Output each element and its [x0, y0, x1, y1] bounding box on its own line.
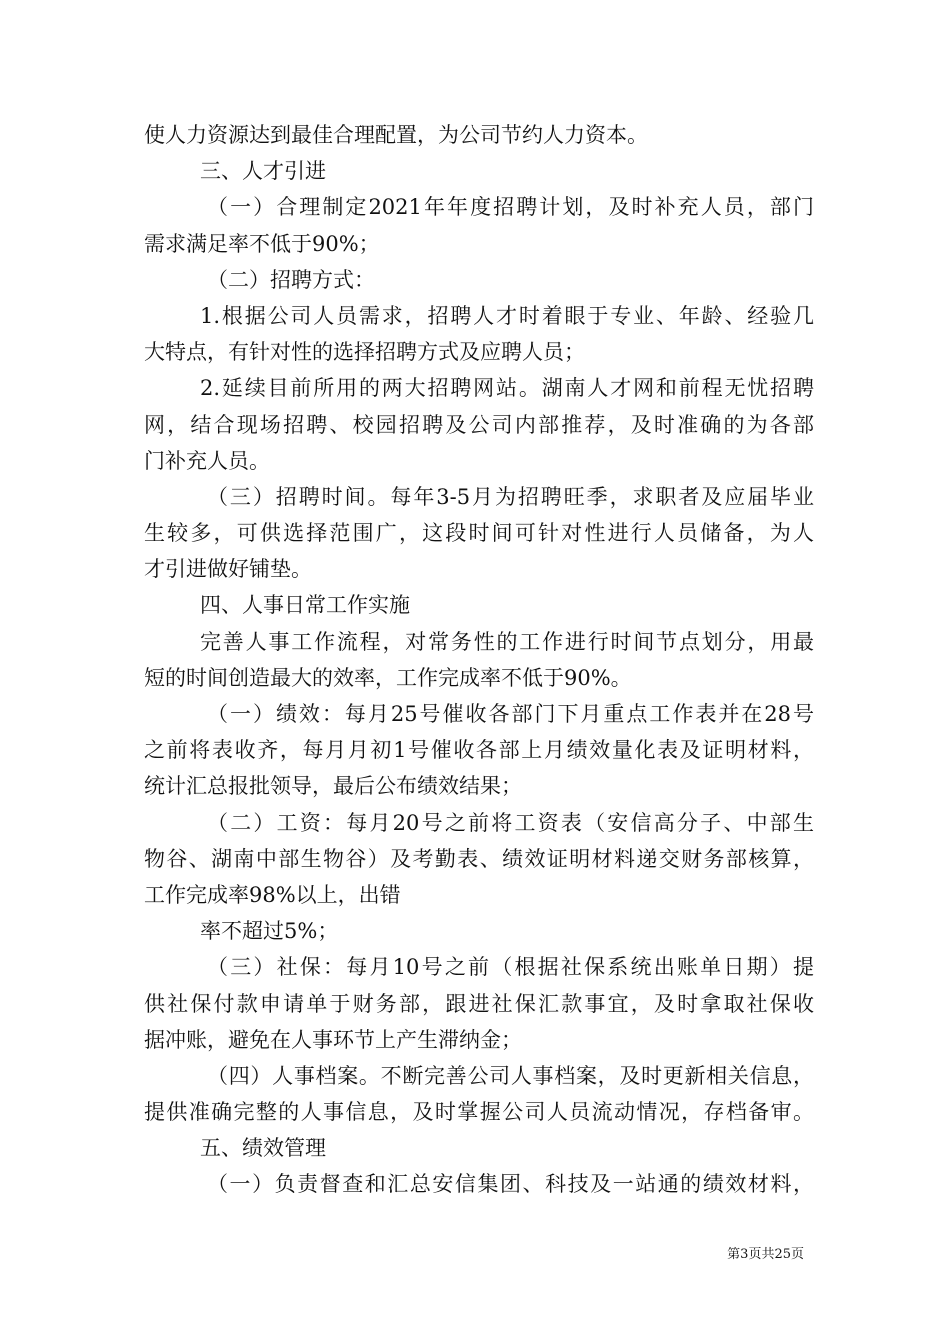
paragraph-line: 短的时间创造最大的效率，工作完成率不低于90%。: [144, 665, 632, 690]
paragraph-line: 门补充人员。: [144, 448, 270, 473]
paragraph-line: 工作完成率98%以上，出错: [144, 882, 401, 907]
paragraph-line: （三）社保：每月10号之前（根据社保系统出账单日期）提: [207, 955, 814, 980]
section-heading: 四、人事日常工作实施: [200, 593, 410, 618]
paragraph-line: 使人力资源达到最佳合理配置，为公司节约人力资本。: [144, 123, 648, 147]
paragraph-line: 物谷、湖南中部生物谷）及考勤表、绩效证明材料递交财务部核算，: [144, 846, 814, 871]
paragraph-line: （二）工资：每月20号之前将工资表（安信高分子、中部生: [207, 810, 814, 835]
paragraph-line: 需求满足率不低于90%；: [144, 231, 380, 256]
paragraph-line: 提供准确完整的人事信息，及时掌握公司人员流动情况，存档备审。: [144, 1100, 814, 1125]
paragraph-line: 完善人事工作流程，对常务性的工作进行时间节点划分，用最: [200, 629, 814, 654]
paragraph-line: 1.根据公司人员需求，招聘人才时着眼于专业、年龄、经验几: [200, 303, 814, 328]
document-body: [144, 117, 814, 1203]
paragraph-line: 生较多，可供选择范围广，这段时间可针对性进行人员储备，为人: [144, 521, 814, 546]
paragraph-line: 之前将表收齐，每月月初1号催收各部上月绩效量化表及证明材料，: [144, 738, 814, 763]
paragraph-line: 才引进做好铺垫。: [144, 557, 312, 582]
paragraph-line: （一）负责督查和汇总安信集团、科技及一站通的绩效材料，: [207, 1172, 814, 1197]
paragraph-line: （四）人事档案。不断完善公司人事档案，及时更新相关信息，: [207, 1063, 814, 1088]
paragraph-line: 2.延续目前所用的两大招聘网站。湖南人才网和前程无忧招聘: [200, 376, 814, 401]
page-number: 第3页共25页: [727, 1247, 804, 1262]
section-heading: 三、人才引进: [200, 159, 326, 184]
paragraph-line: 网，结合现场招聘、校园招聘及公司内部推荐，及时准确的为各部: [144, 412, 814, 437]
paragraph-line: 供社保付款申请单于财务部，跟进社保汇款事宜，及时拿取社保收: [144, 991, 814, 1016]
paragraph-line: （一）合理制定2021年年度招聘计划，及时补充人员，部门: [207, 195, 814, 220]
paragraph-line: 统计汇总报批领导，最后公布绩效结果；: [144, 774, 522, 799]
paragraph-line: （一）绩效：每月25号催收各部门下月重点工作表并在28号: [207, 702, 814, 726]
paragraph-line: 率不超过5%；: [200, 919, 339, 944]
paragraph-line: （三）招聘时间。每年3-5月为招聘旺季，求职者及应届毕业: [207, 484, 814, 509]
section-heading: 五、绩效管理: [200, 1136, 326, 1161]
paragraph-line: 大特点，有针对性的选择招聘方式及应聘人员；: [144, 340, 585, 365]
paragraph-line: 据冲账，避免在人事环节上产生滞纳金；: [144, 1027, 522, 1052]
paragraph-line: （二）招聘方式：: [207, 267, 375, 292]
